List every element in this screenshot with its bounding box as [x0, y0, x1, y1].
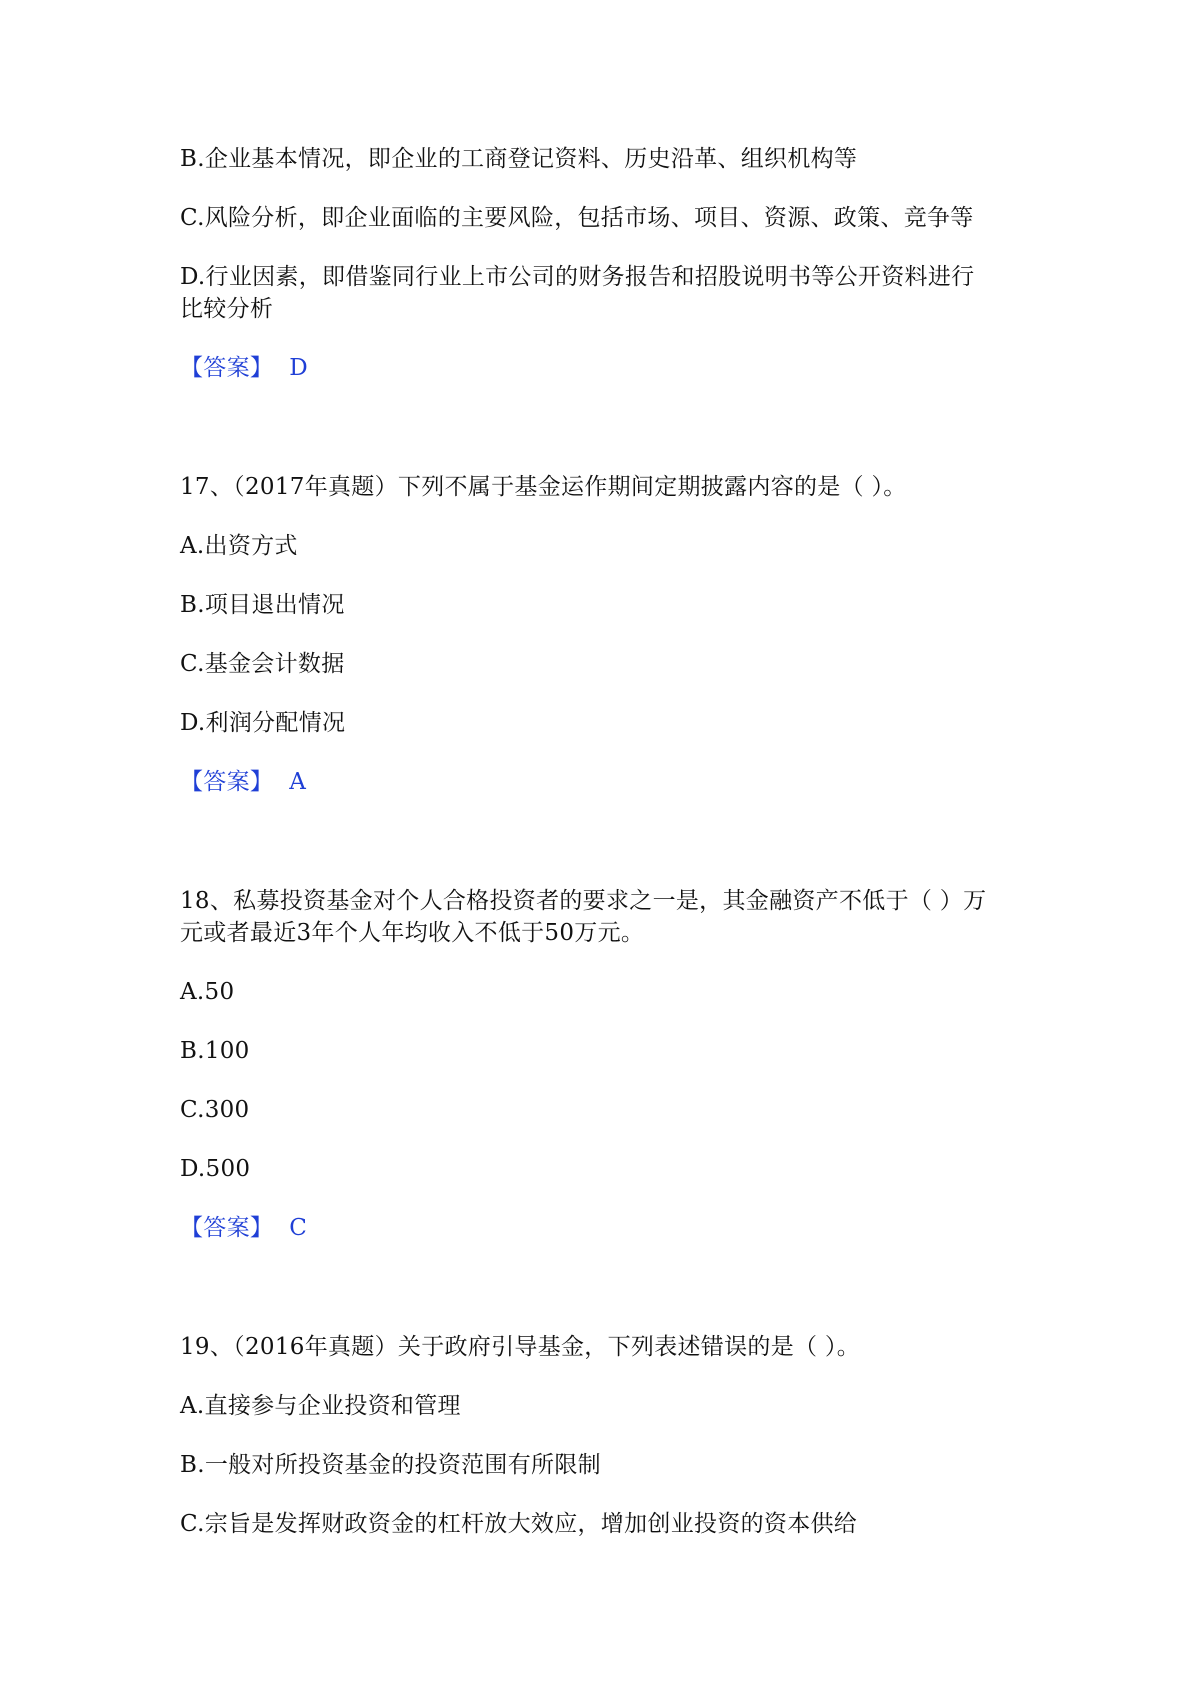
q18-stem-line1: 18、私募投资基金对个人合格投资者的要求之一是，其金融资产不低于（ ）万	[180, 888, 987, 914]
answer-label: 【答案】	[180, 769, 274, 795]
q19-option-b: B.一般对所投资基金的投资范围有所限制	[180, 1452, 601, 1478]
q19-stem: 19、（2016年真题）关于政府引导基金，下列表述错误的是（ ）。	[180, 1334, 861, 1360]
q17-answer	[180, 766, 306, 798]
q19-option-c: C.宗旨是发挥财政资金的杠杆放大效应，增加创业投资的资本供给	[180, 1511, 858, 1537]
q16-option-d-line1: D.行业因素，即借鉴同行业上市公司的财务报告和招股说明书等公开资料进行	[180, 264, 975, 290]
q18-option-a: A.50	[180, 979, 235, 1005]
q18-option-b: B.100	[180, 1038, 250, 1064]
answer-label: 【答案】	[180, 1215, 274, 1241]
answer-label: 【答案】	[180, 355, 274, 381]
q18-option-c: C.300	[180, 1097, 250, 1123]
q17-option-b: B.项目退出情况	[180, 592, 345, 618]
q18-answer	[180, 1212, 307, 1244]
q17-option-c: C.基金会计数据	[180, 651, 345, 677]
q16-option-b: B.企业基本情况，即企业的工商登记资料、历史沿革、组织机构等	[180, 146, 858, 172]
q18-option-d: D.500	[180, 1156, 251, 1182]
answer-value: D	[289, 355, 308, 381]
q16-option-c: C.风险分析，即企业面临的主要风险，包括市场、项目、资源、政策、竞争等	[180, 205, 974, 231]
answer-value: C	[289, 1215, 308, 1241]
q18-stem-line2: 元或者最近3年个人年均收入不低于50万元。	[180, 920, 645, 946]
q19-option-a: A.直接参与企业投资和管理	[180, 1393, 461, 1419]
q16-answer	[180, 352, 308, 384]
q16-option-d-line2: 比较分析	[180, 296, 274, 322]
q17-option-a: A.出资方式	[180, 533, 298, 559]
answer-value: A	[289, 769, 307, 795]
q17-option-d: D.利润分配情况	[180, 710, 346, 736]
q17-stem: 17、（2017年真题）下列不属于基金运作期间定期披露内容的是（ ）。	[180, 474, 907, 500]
